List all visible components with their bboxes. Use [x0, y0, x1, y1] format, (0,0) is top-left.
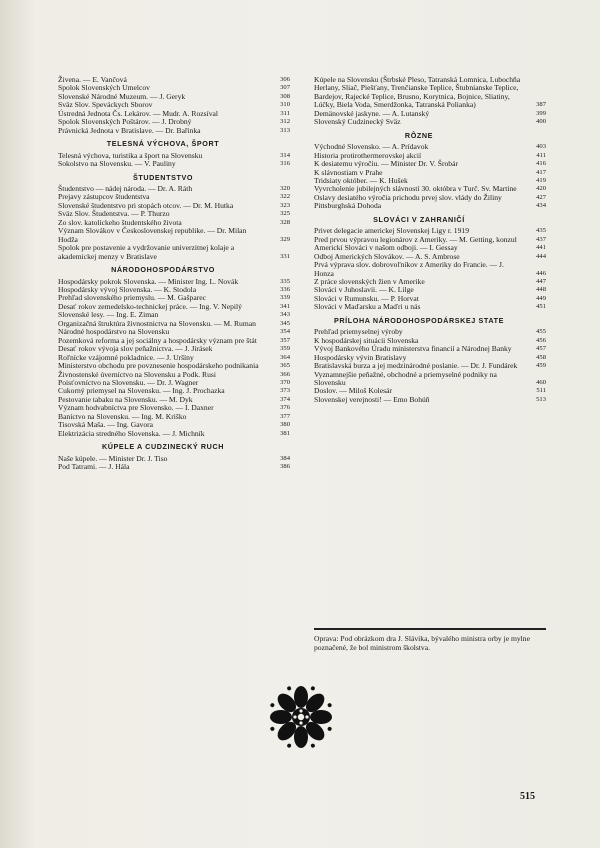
toc-entry-page: 376 — [280, 404, 290, 412]
toc-right-column — [314, 76, 546, 404]
toc-entry-title: Slovenské lesy. — Ing. E. Ziman — [58, 310, 159, 320]
toc-entry-page: 387 — [536, 101, 546, 109]
section-heading: NÁRODOHOSPODÁRSTVO — [111, 265, 215, 275]
toc-entry-page: 306 — [280, 76, 290, 83]
toc-entry-page: 328 — [280, 218, 290, 226]
toc-entry-page: 341 — [280, 302, 290, 310]
toc-entry-page: 335 — [280, 277, 290, 285]
toc-entry-page: 427 — [536, 193, 546, 201]
toc-entry-title: Spolok Slovenských Umelcov — [58, 83, 150, 93]
toc-entry-title: Organizačná štruktúra živnostnictva na Slovensku. — M. Ruman — [58, 318, 256, 328]
toc-entry-page: 446 — [536, 269, 546, 277]
toc-entry-page: 323 — [280, 201, 290, 209]
toc-entry-title: Oslavy desiatého výročia prichodu prvej slov. vlády do Žiliny — [314, 192, 502, 202]
rosette-dot — [327, 703, 332, 708]
toc-entry-title: Spolok pre postavenie a vydržovanie univerzitnej kolaje a akademickej menzy v Bratislave — [58, 243, 235, 261]
toc-entry-title: Hospodársky vývin Bratislavy — [314, 352, 407, 362]
toc-entry-page: 313 — [280, 126, 290, 134]
toc-entry-title: Sväz Slov. Študentstva. — P. Thurzo — [58, 209, 170, 219]
toc-entry-title: Elektrizácia stredného Slovenska. — J. Michník — [58, 428, 205, 438]
toc-entry-title: Desať rokov zemedelsko-technickej práce. — Ing. V. Nepilý — [58, 301, 242, 311]
toc-entry-page: 320 — [280, 184, 290, 192]
toc-entry-title: Národné hospodárstvo na Slovensku — [58, 327, 170, 337]
toc-entry — [314, 371, 546, 388]
toc-entry-page: 460 — [536, 378, 546, 386]
toc-entry-page: 343 — [280, 311, 290, 319]
toc-entry-title: Právnická Jednota v Bratislave. — Dr. Bařinka — [58, 125, 201, 135]
rosette-dot — [287, 686, 292, 691]
toc-entry-title: Kúpele na Slovensku (Štrbské Pleso, Tatranská Lomnica, Lubochňa Herlany, Sliač, Piešťany, Trenčianske Teplice, Štubnianske Teplice, Bardejov, Rajecké Teplice, Brusno, Korytnica, Bojnice, Sliatiny, Lúčky, Biela Voda, Smerdžonka, Tatranská Polianka) — [314, 75, 521, 110]
toc-entry-title: Prvá výprava slov. dobrovoľníkov z Ameriky do Francie. — J. Honza — [314, 260, 504, 278]
toc-entry-page: 399 — [536, 109, 546, 117]
toc-entry-page: 419 — [536, 176, 546, 184]
toc-entry — [58, 463, 290, 471]
page-number: 515 — [520, 791, 535, 802]
toc-entry-page: 308 — [280, 92, 290, 100]
toc-entry-page: 307 — [280, 84, 290, 92]
toc-entry — [58, 227, 290, 244]
toc-entry-page: 380 — [280, 421, 290, 429]
toc-entry-page: 416 — [536, 160, 546, 168]
toc-entry-page: 325 — [280, 210, 290, 218]
toc-entry-page: 365 — [280, 362, 290, 370]
toc-entry-page: 370 — [280, 378, 290, 386]
rosette-dot — [310, 686, 315, 691]
toc-entry — [58, 244, 290, 261]
toc-entry-title: Pestovanie tabaku na Slovensku. — M. Dyk — [58, 394, 193, 404]
toc-entry-page: 336 — [280, 285, 290, 293]
toc-entry — [314, 303, 546, 311]
toc-entry-page: 449 — [536, 294, 546, 302]
section-heading: TELESNÁ VÝCHOVA, ŠPORT — [106, 139, 220, 149]
rosette-petal — [294, 726, 308, 748]
toc-entry-title: Vyvrcholenie jubilejných slávností 30. októbra v Turč. Sv. Martine — [314, 184, 517, 194]
toc-entry-page: 359 — [280, 345, 290, 353]
toc-entry-title: Slovenské študentstvo pri stopách otcov. — Dr. M. Hutka — [58, 200, 234, 210]
rosette-petal — [270, 710, 292, 724]
toc-entry-title: Doslov. — Miloš Kolesár — [314, 386, 392, 396]
toc-entry-title: Slovenskej verejnosti! — Emo Bohúň — [314, 394, 430, 404]
toc-entry-page: 312 — [280, 118, 290, 126]
toc-entry-title: Ministerstvo obchodu pre povznesenie hospodárskeho podnikania — [58, 361, 259, 371]
toc-entry-title: K desiatemu výročiu. — Minister Dr. V. Šrobár — [314, 159, 458, 169]
toc-entry-page: 366 — [280, 370, 290, 378]
toc-entry-page: 403 — [536, 143, 546, 151]
section-heading: RÔZNE — [404, 130, 434, 140]
toc-entry-title: Z práce slovenských žien v Amerike — [314, 276, 425, 286]
toc-entry-title: Vyznamnejšie peňažné, obchodné a priemyselné podniky na Slovensku — [314, 369, 497, 387]
toc-entry-page: 441 — [536, 244, 546, 252]
toc-entry-title: Baníctvo na Slovensku. — Ing. M. Kriško — [58, 411, 187, 421]
toc-entry-page: 354 — [280, 328, 290, 336]
rosette-dot — [310, 743, 315, 748]
toc-entry-title: Telesná výchova, turistika a šport na Slovensku — [58, 150, 203, 160]
toc-entry-title: Slovenský Cudzinecký Sväz — [314, 117, 401, 127]
toc-entry-page: 331 — [280, 252, 290, 260]
toc-entry-page: 511 — [536, 387, 546, 395]
toc-entry — [58, 160, 290, 168]
toc-entry-title: Ústredná Jednota Čs. Lekárov. — Mudr. A. Rozsíval — [58, 108, 219, 118]
toc-entry-title: Tisovská Maša. — Ing. Gavora — [58, 420, 154, 430]
toc-entry-title: Spolok Slovenských Poštárov. — J. Drobný — [58, 117, 192, 127]
toc-entry-title: Pozemková reforma a jej sociálny a hospodársky význam pre štát — [58, 335, 257, 345]
toc-entry-page: 310 — [280, 101, 290, 109]
toc-entry — [314, 202, 546, 210]
toc-entry-title: Východné Slovensko. — A. Prídavok — [314, 142, 429, 152]
toc-entry-page: 316 — [280, 160, 290, 168]
toc-entry-page: 459 — [536, 362, 546, 370]
toc-entry-title: Slováci v Juhoslavii. — K. Lilge — [314, 285, 414, 295]
toc-entry-page: 513 — [536, 395, 546, 403]
toc-entry-title: Sokolstvo na Slovensku. — V. Pauliny — [58, 159, 176, 169]
toc-entry-page: 455 — [536, 328, 546, 336]
toc-entry-page: 411 — [536, 151, 546, 159]
rosette-petal — [294, 686, 308, 708]
toc-entry-title: Privet delegacie americkej Slovenskej Ligy r. 1919 — [314, 226, 469, 236]
toc-left-column — [58, 76, 290, 471]
toc-entry-title: Prehľad slovenského priemyslu. — M. Gašparec — [58, 293, 206, 303]
toc-entry-page: 345 — [280, 319, 290, 327]
toc-entry-title: K hospodárskej situácii Slovenska — [314, 335, 419, 345]
toc-entry-title: Hospodársky vývoj Slovenska. — K. Stodola — [58, 284, 197, 294]
toc-entry-title: Naše kúpele. — Minister Dr. J. Tiso — [58, 453, 168, 463]
toc-entry-page: 322 — [280, 193, 290, 201]
toc-entry-title: Demänovské jaskyne. — A. Lutanský — [314, 108, 430, 118]
section-heading: PRÍLOHA NÁRODOHOSPODÁRSKEJ STATE — [333, 315, 504, 325]
toc-entry-title: Roľnícke vzájomné pokladnice. — J. Uršíny — [58, 352, 194, 362]
toc-entry-page: 451 — [536, 303, 546, 311]
toc-entry-title: Význam Slovákov v Československej republike. — Dr. Milan Hodža — [58, 226, 247, 244]
toc-entry-page: 448 — [536, 286, 546, 294]
toc-entry-page: 420 — [536, 185, 546, 193]
rosette-dot — [270, 726, 275, 731]
toc-entry-title: K slávnostiam v Prahe — [314, 167, 383, 177]
toc-entry-title: Pod Tatrami. — J. Hála — [58, 462, 130, 472]
toc-entry-title: Pred prvou výpravou legionárov z Ameriky. — M. Getting, konzul — [314, 234, 517, 244]
toc-entry-page: 339 — [280, 294, 290, 302]
floral-rosette-icon — [268, 684, 334, 750]
toc-entry-page: 456 — [536, 336, 546, 344]
toc-entry-page: 386 — [280, 463, 290, 471]
toc-entry-page: 447 — [536, 277, 546, 285]
toc-entry-page: 357 — [280, 336, 290, 344]
toc-entry-title: Pittsburghská Dohoda — [314, 201, 382, 211]
rosette-dot — [327, 726, 332, 731]
toc-entry-title: Vývoj Bankového Úradu ministerstva financií a Národnej Banky — [314, 344, 512, 354]
toc-entry-page: 311 — [280, 109, 290, 117]
rosette-petal — [310, 710, 332, 724]
toc-entry-title: Sväz Slov. Speváckych Sborov — [58, 100, 153, 110]
toc-entry-title: Prejavy zástupcov študentstva — [58, 192, 150, 202]
toc-entry-title: Zo slov. katolíckeho študentského života — [58, 217, 182, 227]
toc-entry-title: Historia protirothermerovskej akcií — [314, 150, 422, 160]
toc-entry-title: Bratislavská burza a jej medzinárodné poslanie. — Dr. J. Fundárek — [314, 361, 518, 371]
section-heading: KÚPELE A CUDZINECKÝ RUCH — [101, 442, 225, 452]
toc-entry — [58, 127, 290, 135]
toc-entry-title: Cukorný priemysel na Slovensku. — Ing. J. Prochazka — [58, 386, 225, 396]
toc-entry-page: 458 — [536, 353, 546, 361]
section-heading: SLOVÁCI V ZAHRANIČÍ — [373, 214, 465, 224]
toc-entry-page: 417 — [536, 168, 546, 176]
toc-entry-page: 373 — [280, 387, 290, 395]
toc-entry-title: Študentstvo — nádej národa. — Dr. A. Ráth — [58, 183, 193, 193]
toc-entry-page: 329 — [280, 235, 290, 243]
toc-entry-page: 434 — [536, 202, 546, 210]
toc-entry-page: 444 — [536, 252, 546, 260]
rosette-dot — [287, 743, 292, 748]
toc-entry-title: Slováci v Rumunsku. — P. Horvat — [314, 293, 419, 303]
toc-entry — [314, 396, 546, 404]
toc-entry-title: Americkí Slováci v našom odboji. — I. Gessay — [314, 243, 458, 253]
toc-entry-title: Odboj Amerických Slovákov. — A. S. Ambrose — [314, 251, 460, 261]
toc-entry-page: 377 — [280, 412, 290, 420]
toc-entry-title: Hospodársky pokrok Slovenska. — Minister Ing. L. Novák — [58, 276, 239, 286]
toc-entry-title: Poisťovníctvo na Slovensku. — Dr. J. Wagner — [58, 377, 199, 387]
toc-entry-page: 457 — [536, 345, 546, 353]
toc-entry-page: 381 — [280, 429, 290, 437]
toc-entry-page: 435 — [536, 227, 546, 235]
toc-entry-title: Živena. — E. Vančová — [58, 75, 127, 84]
toc-entry-title: Slováci v Maďarsku a Maďri u nás — [314, 302, 421, 312]
section-heading: ŠTUDENTSTVO — [132, 172, 194, 182]
toc-entry-title: Tridsiaty október. — K. Hušek — [314, 175, 408, 185]
toc-entry-page: 364 — [280, 353, 290, 361]
toc-entry — [314, 118, 546, 126]
toc-entry-title: Desať rokov vývoja slov peňažnictva. — J. Jirásek — [58, 344, 213, 354]
toc-entry-page: 314 — [280, 151, 290, 159]
toc-entry — [314, 76, 546, 110]
toc-entry — [58, 430, 290, 438]
toc-entry-title: Prehľad priemyselnej výroby — [314, 327, 403, 337]
toc-entry-title: Živnostenské úverníctvo na Slovensku a Podk. Rusi — [58, 369, 216, 379]
rosette-dot — [270, 703, 275, 708]
toc-entry-page: 374 — [280, 395, 290, 403]
errata-note: Oprava: Pod obrázkom dra J. Slávika, bývalého ministra orby je mylne poznačené, že bol ministrom školstva. — [314, 628, 546, 652]
toc-entry-page: 384 — [280, 454, 290, 462]
toc-entry-page: 437 — [536, 235, 546, 243]
toc-entry-page: 400 — [536, 118, 546, 126]
toc-entry-title: Slovenské Národné Muzeum. — J. Geryk — [58, 91, 186, 101]
toc-entry — [314, 261, 546, 278]
toc-entry-title: Význam hodvabníctva pre Slovensko. — I. Daxner — [58, 403, 214, 413]
